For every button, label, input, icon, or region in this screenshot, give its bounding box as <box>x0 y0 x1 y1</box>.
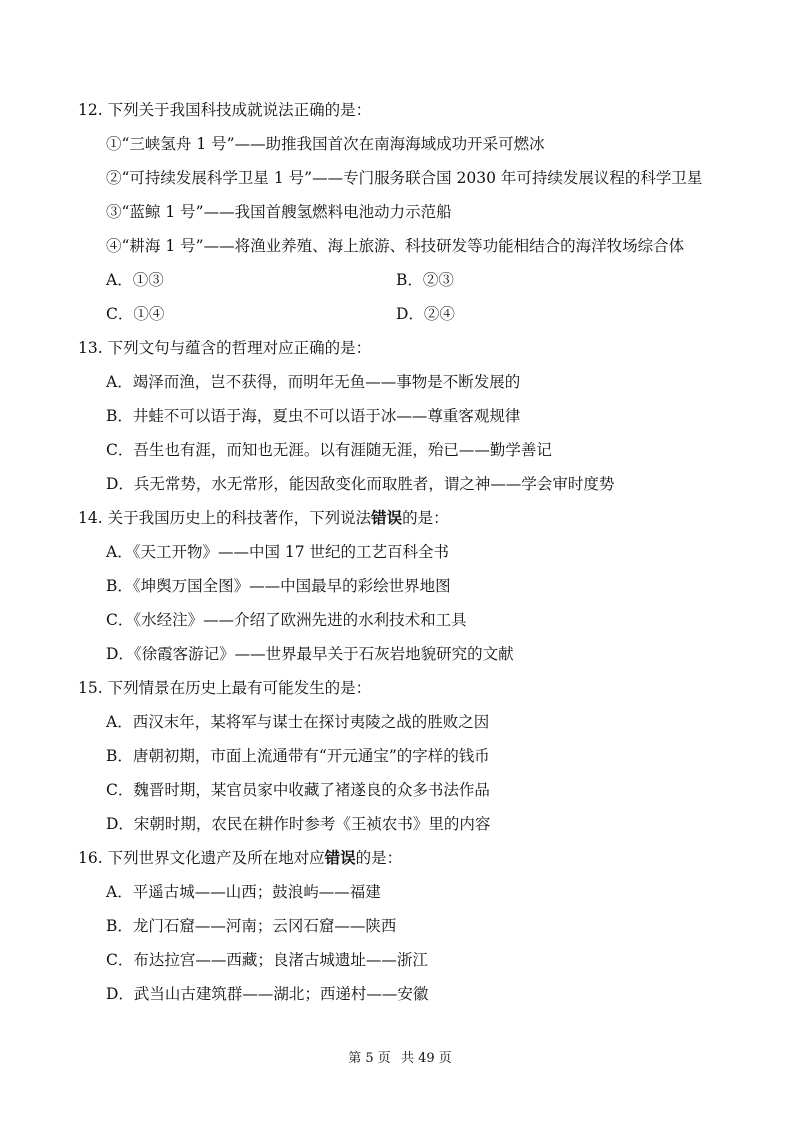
option-c: C．魏晋时期，某官员家中收藏了褚遂良的众多书法作品 <box>106 781 490 799</box>
total-pages: 共 49 页 <box>400 1051 452 1066</box>
option-a: A．竭泽而渔，岂不获得，而明年无鱼——事物是不断发展的 <box>106 373 521 391</box>
question-13-stem <box>78 338 371 358</box>
option-b: B．《坤舆万国全图》——中国最早的彩绘世界地图 <box>106 577 451 595</box>
question-15-stem <box>78 678 371 698</box>
option-a: A．西汉末年，某将军与谋士在探讨夷陵之战的胜败之因 <box>106 713 490 731</box>
question-12-stem <box>78 100 371 120</box>
page-number: 第 5 页 <box>348 1051 391 1066</box>
question-number: 13. <box>78 339 103 357</box>
statement-1: ①“三峡氢舟 1 号”——助推我国首次在南海海域成功开采可燃冰 <box>106 135 545 153</box>
question-text: 下列世界文化遗产及所在地对应 <box>107 849 325 867</box>
option-d: D．《徐霞客游记》——世界最早关于石灰岩地貌研究的文献 <box>106 645 514 663</box>
statement-4: ④“耕海 1 号”——将渔业养殖、海上旅游、科技研发等功能相结合的海洋牧场综合体 <box>106 237 685 255</box>
statement-2: ②“可持续发展科学卫星 1 号”——专门服务联合国 2030 年可持续发展议程的科学卫星 <box>106 169 703 187</box>
question-text: 下列文句与蕴含的哲理对应正确的是： <box>107 339 372 357</box>
option-d: D．宋朝时期，农民在耕作时参考《王祯农书》里的内容 <box>106 815 491 833</box>
option-b: B．唐朝初期，市面上流通带有“开元通宝”的字样的钱币 <box>106 747 490 765</box>
option-b: B．②③ <box>396 271 454 289</box>
question-number: 15. <box>78 679 103 697</box>
question-number: 14. <box>78 509 103 527</box>
question-number: 16. <box>78 849 103 867</box>
emphasis-text: 错误 <box>324 848 356 867</box>
option-b: B．龙门石窟——河南；云冈石窟——陕西 <box>106 917 397 935</box>
option-c: C．①④ <box>106 305 165 323</box>
question-text-end: 的是： <box>402 509 449 527</box>
emphasis-text: 错误 <box>371 508 403 527</box>
page-footer <box>0 1050 800 1068</box>
option-c: C．布达拉宫——西藏；良渚古城遗址——浙江 <box>106 951 428 969</box>
option-c: C．《水经注》——介绍了欧洲先进的水利技术和工具 <box>106 611 467 629</box>
statement-3: ③“蓝鲸 1 号”——我国首艘氢燃料电池动力示范船 <box>106 203 452 221</box>
option-d: D．兵无常势，水无常形，能因敌变化而取胜者，谓之神——学会审时度势 <box>106 475 615 493</box>
option-a: A．①③ <box>106 271 164 289</box>
question-14-stem <box>78 508 449 528</box>
option-d: D．武当山古建筑群——湖北；西递村——安徽 <box>106 985 429 1003</box>
question-text: 下列关于我国科技成就说法正确的是： <box>107 101 372 119</box>
question-16-stem <box>78 848 402 868</box>
question-text: 下列情景在历史上最有可能发生的是： <box>107 679 372 697</box>
option-a: A．平遥古城——山西；鼓浪屿——福建 <box>106 883 381 901</box>
option-b: B．井蛙不可以语于海，夏虫不可以语于冰——尊重客观规律 <box>106 407 521 425</box>
question-text: 关于我国历史上的科技著作，下列说法 <box>107 509 372 527</box>
question-text-end: 的是： <box>355 849 403 867</box>
option-c: C．吾生也有涯，而知也无涯。以有涯随无涯，殆已——勤学善记 <box>106 441 552 459</box>
question-number: 12. <box>78 101 103 119</box>
option-a: A．《天工开物》——中国 17 世纪的工艺百科全书 <box>106 543 450 561</box>
option-d: D．②④ <box>396 305 455 323</box>
